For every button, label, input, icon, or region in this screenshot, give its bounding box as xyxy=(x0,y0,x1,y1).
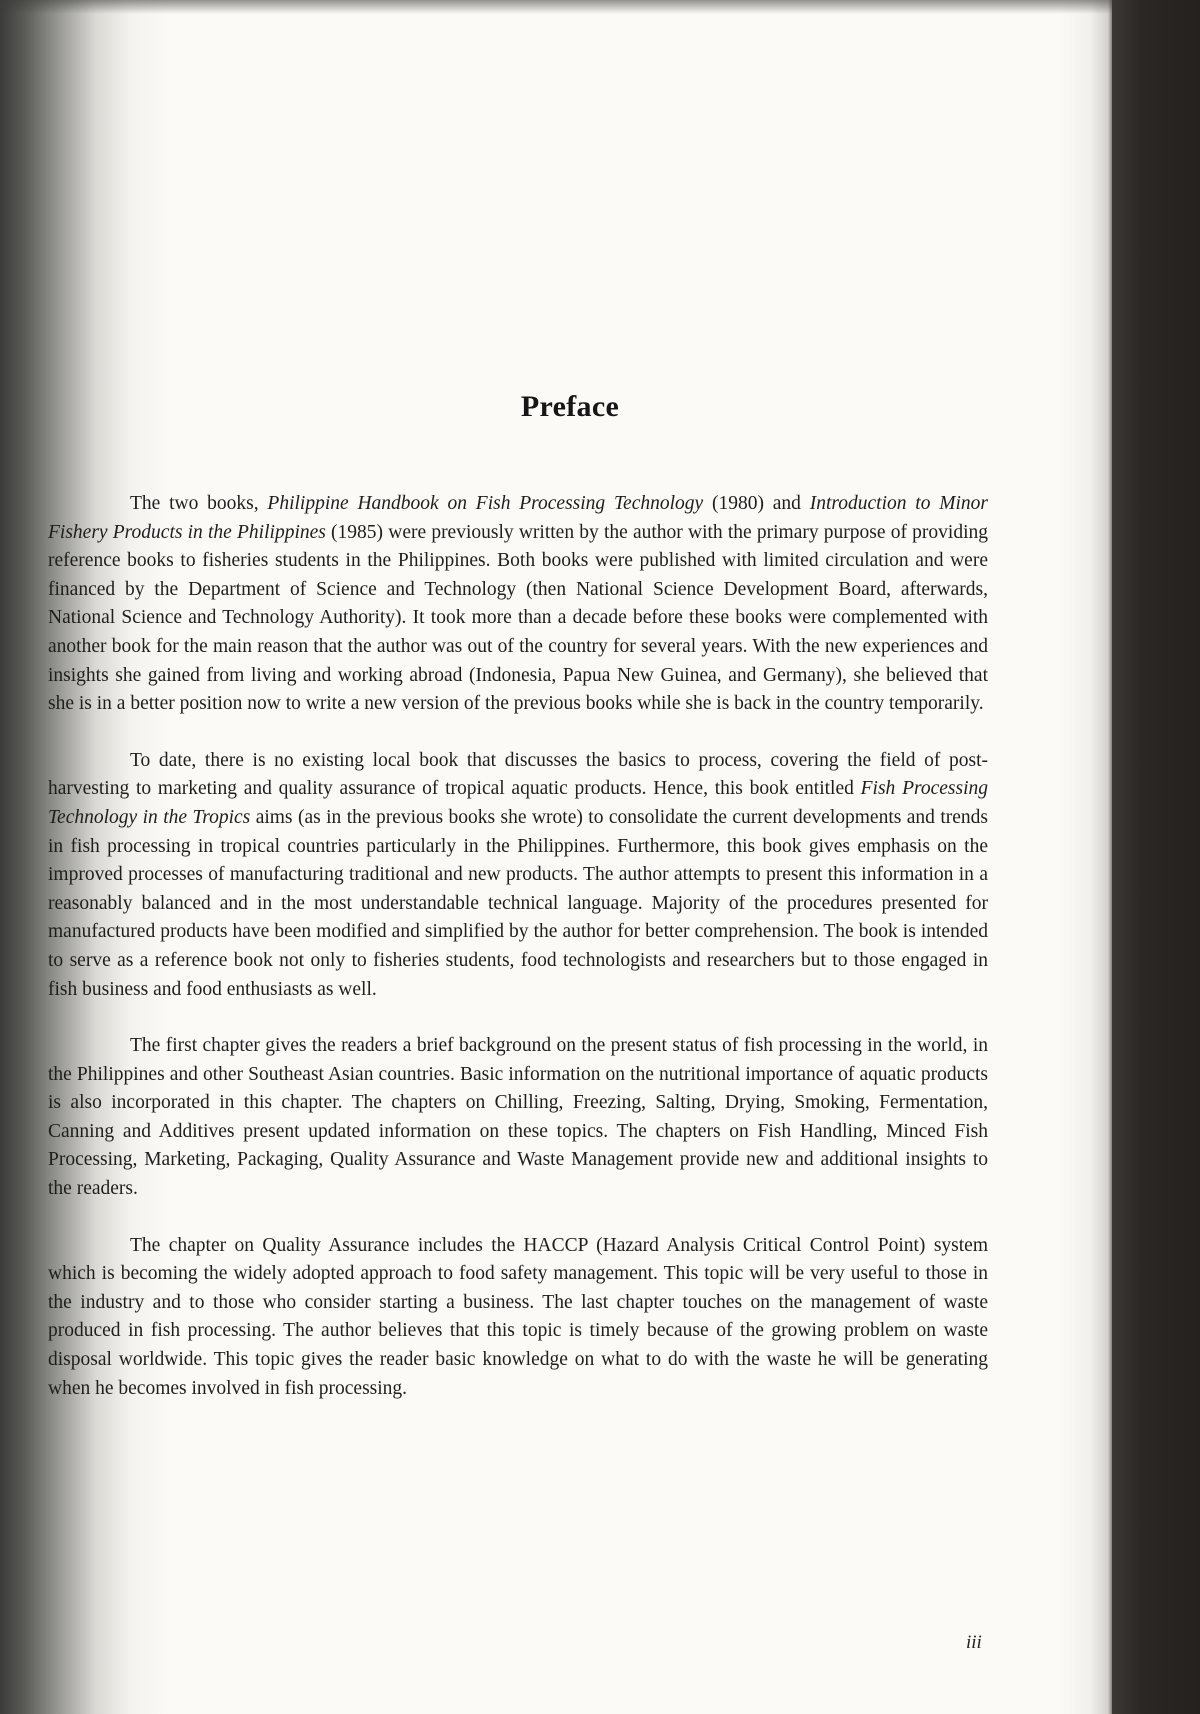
page-title: Preface xyxy=(520,390,620,423)
page-top-shadow xyxy=(0,0,1200,14)
book-title-handbook: Philippine Handbook on Fish Processing Technology xyxy=(267,493,704,514)
book-title-tropics: Fish Processing Technology in the Tropics xyxy=(48,778,988,828)
book-spine-shadow xyxy=(1112,0,1200,1714)
paragraph-3: The first chapter gives the readers a brief background on the present status of fish processing in the world, in the Philippines and other Southeast Asian countries. Basic information on the nutritional importance of aquatic products is also incorporated in this chapter. The chapters on Chilling, Freezing, Salting, Drying, Smoking, Fermentation, Canning and Additives present updated information on these topics. The chapters on Fish Handling, Minced Fish Processing, Marketing, Packaging, Quality Assurance and Waste Management provide new and additional insights to the readers. xyxy=(48,1035,988,1200)
paragraph-1: The two books, Philippine Handbook on Fish Processing Technology (1980) and Introduction to Minor Fishery Products in the Philippines (1985) were previously written by the author with the primary purpose of providing reference books to fisheries students in the Philippines. Both books were published with limited circulation and were financed by the Department of Science and Technology (then National Science Development Board, afterwards, National Science and Technology Authority). It took more than a decade before these books were complemented with another book for the main reason that the author was out of the country for several years. With the new experiences and insights she gained from living and working abroad (Indonesia, Papua New Guinea, and Germany), she believed that she is in a better position now to write a new version of the previous books while she is back in the country temporarily. xyxy=(48,493,988,715)
paragraph-2: To date, there is no existing local book that discusses the basics to process, covering the field of post-harvesting to marketing and quality assurance of tropical aquatic products. Hence, this book entitled Fish Processing Technology in the Tropics aims (as in the previous books she wrote) to consolidate the current developments and trends in fish processing in tropical countries particularly in the Philippines. Furthermore, this book gives emphasis on the improved processes of manufacturing traditional and new products. The author attempts to present this information in a reasonably balanced and in the most understandable technical language. Majority of the procedures presented for manufactured products have been modified and simplified by the author for better comprehension. The book is intended to serve as a reference book not only to fisheries students, food technologists and researchers but to those engaged in fish business and food enthusiasts as well. xyxy=(48,749,988,1000)
page-number: iii xyxy=(966,1632,982,1653)
paragraph-4: The chapter on Quality Assurance includes the HACCP (Hazard Analysis Critical Control Point) system which is becoming the widely adopted approach to food safety management. This topic will be very useful to those in the industry and to those who consider starting a business. The last chapter touches on the management of waste produced in fish processing. The author believes that this topic is timely because of the growing problem on waste disposal worldwide. This topic gives the reader basic knowledge on what to do with the waste he will be generating when he becomes involved in fish processing. xyxy=(48,1234,988,1399)
preface-body xyxy=(48,490,988,1431)
book-title-introduction: Introduction to Minor Fishery Products in the Philippines xyxy=(48,493,988,543)
